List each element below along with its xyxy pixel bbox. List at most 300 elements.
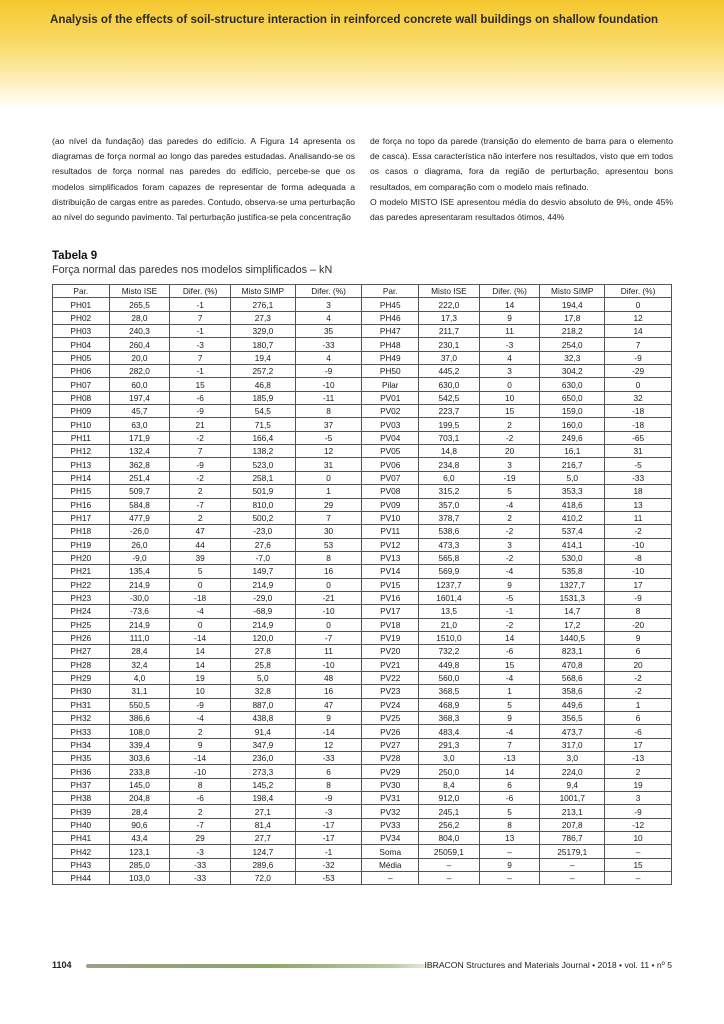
table-cell: PH14 (53, 471, 110, 484)
table-cell: 9 (605, 631, 672, 644)
table-cell: – (419, 872, 480, 885)
table-cell: 315,2 (419, 485, 480, 498)
table-cell: 236,0 (230, 752, 295, 765)
table-cell: 470,8 (540, 658, 605, 671)
table-cell: -2 (479, 551, 540, 564)
table-cell: 72,0 (230, 872, 295, 885)
table-cell: 199,5 (419, 418, 480, 431)
table-cell: -17 (295, 832, 362, 845)
table-row (53, 298, 672, 311)
column-header: Misto SIMP (230, 285, 295, 298)
table-cell: 103,0 (109, 872, 170, 885)
table-cell: 449,6 (540, 698, 605, 711)
table-cell: 240,3 (109, 325, 170, 338)
table-row (53, 778, 672, 791)
table-cell: 12 (295, 738, 362, 751)
table-cell: 6 (295, 765, 362, 778)
table-cell: -9 (295, 365, 362, 378)
table-cell: 15 (479, 658, 540, 671)
table-cell: 8 (605, 605, 672, 618)
table-cell: 15 (170, 378, 231, 391)
table-row (53, 765, 672, 778)
table-cell: PV17 (362, 605, 419, 618)
table-cell: 339,4 (109, 738, 170, 751)
table-cell: 10 (170, 685, 231, 698)
table-row (53, 391, 672, 404)
table-cell: 53 (295, 538, 362, 551)
table-cell: 786,7 (540, 832, 605, 845)
table-row (53, 872, 672, 885)
table-cell: 17 (605, 578, 672, 591)
table-cell: -2 (170, 431, 231, 444)
table-cell: 149,7 (230, 565, 295, 578)
table-cell: -11 (295, 391, 362, 404)
table-cell: 48 (295, 671, 362, 684)
table-cell: PH23 (53, 591, 110, 604)
table-cell: PV11 (362, 525, 419, 538)
table-cell: 145,0 (109, 778, 170, 791)
column-header: Difer. (%) (479, 285, 540, 298)
table-cell: – (479, 845, 540, 858)
table-cell: -14 (170, 631, 231, 644)
table-cell: 20 (605, 658, 672, 671)
table-cell: 10 (479, 391, 540, 404)
table-cell: PV09 (362, 498, 419, 511)
table-cell: 218,2 (540, 325, 605, 338)
table-row (53, 458, 672, 471)
table-cell: 630,0 (419, 378, 480, 391)
table-cell: -3 (479, 338, 540, 351)
table-cell: 4,0 (109, 671, 170, 684)
table-cell: -30,0 (109, 591, 170, 604)
table-cell: -3 (170, 845, 231, 858)
table-cell: PH29 (53, 671, 110, 684)
table-cell: 410,2 (540, 511, 605, 524)
table-cell: PV04 (362, 431, 419, 444)
table-cell: PH18 (53, 525, 110, 538)
table-caption: Força normal das paredes nos modelos simplificados – kN (52, 264, 333, 276)
table-header-row (53, 285, 672, 298)
table-cell: PV23 (362, 685, 419, 698)
table-cell: -19 (479, 471, 540, 484)
table-cell: -6 (170, 792, 231, 805)
table-cell: 14 (170, 658, 231, 671)
table-cell: – (605, 872, 672, 885)
table-cell: -7 (170, 818, 231, 831)
table-cell: PH04 (53, 338, 110, 351)
table-cell: -33 (170, 858, 231, 871)
table-cell: 4 (295, 351, 362, 364)
table-cell: 362,8 (109, 458, 170, 471)
table-cell: 1 (295, 485, 362, 498)
table-cell: 810,0 (230, 498, 295, 511)
table-cell: 27,7 (230, 832, 295, 845)
table-cell: PV31 (362, 792, 419, 805)
table-cell: -32 (295, 858, 362, 871)
table-cell: PV32 (362, 805, 419, 818)
table-cell: 11 (605, 511, 672, 524)
table-cell: 347,9 (230, 738, 295, 751)
table-cell: PH07 (53, 378, 110, 391)
table-cell: 159,0 (540, 405, 605, 418)
table-cell: PH40 (53, 818, 110, 831)
table-cell: 887,0 (230, 698, 295, 711)
table-cell: PV02 (362, 405, 419, 418)
table-cell: PV03 (362, 418, 419, 431)
table-cell: PV33 (362, 818, 419, 831)
table-cell: PH46 (362, 311, 419, 324)
table-cell: -9 (170, 458, 231, 471)
table-cell: -4 (479, 565, 540, 578)
data-table (52, 284, 672, 885)
table-cell: 9 (479, 311, 540, 324)
table-cell: PH10 (53, 418, 110, 431)
table-cell: 2 (479, 511, 540, 524)
table-cell: 214,9 (230, 618, 295, 631)
table-cell: 5,0 (230, 671, 295, 684)
table-cell: 138,2 (230, 445, 295, 458)
table-cell: 357,0 (419, 498, 480, 511)
table-row (53, 858, 672, 871)
table-cell: PV13 (362, 551, 419, 564)
table-cell: 285,0 (109, 858, 170, 871)
table-cell: – (362, 872, 419, 885)
table-cell: -23,0 (230, 525, 295, 538)
table-cell: 37 (295, 418, 362, 431)
table-cell: PH26 (53, 631, 110, 644)
table-cell: 46,8 (230, 378, 295, 391)
table-cell: 15 (479, 405, 540, 418)
journal-citation: IBRACON Structures and Materials Journal • 2018 • vol. 11 • nº 5 (424, 960, 672, 970)
table-cell: 509,7 (109, 485, 170, 498)
table-cell: -4 (479, 498, 540, 511)
table-cell: 81,4 (230, 818, 295, 831)
table-cell: 0 (295, 618, 362, 631)
table-cell: 9,4 (540, 778, 605, 791)
table-cell: PH15 (53, 485, 110, 498)
table-cell: -10 (605, 565, 672, 578)
table-cell: 273,3 (230, 765, 295, 778)
table-cell: 584,8 (109, 498, 170, 511)
table-cell: 234,8 (419, 458, 480, 471)
table-cell: 538,6 (419, 525, 480, 538)
table-cell: 6 (479, 778, 540, 791)
table-cell: 569,9 (419, 565, 480, 578)
table-cell: 537,4 (540, 525, 605, 538)
table-cell: PV29 (362, 765, 419, 778)
table-cell: 378,7 (419, 511, 480, 524)
table-cell: 32 (605, 391, 672, 404)
table-cell: -13 (479, 752, 540, 765)
table-cell: 500,2 (230, 511, 295, 524)
table-cell: 251,4 (109, 471, 170, 484)
table-cell: 17,2 (540, 618, 605, 631)
table-row (53, 311, 672, 324)
table-label: Tabela 9 (52, 250, 98, 262)
table-cell: 135,4 (109, 565, 170, 578)
table-cell: 550,5 (109, 698, 170, 711)
table-cell: -1 (170, 325, 231, 338)
table-cell: 1531,3 (540, 591, 605, 604)
table-cell: 317,0 (540, 738, 605, 751)
table-cell: 63,0 (109, 418, 170, 431)
table-cell: PH06 (53, 365, 110, 378)
table-cell: 8 (170, 778, 231, 791)
table-row (53, 591, 672, 604)
table-cell: -9 (170, 405, 231, 418)
table-cell: 204,8 (109, 792, 170, 805)
table-cell: -68,9 (230, 605, 295, 618)
table-cell: 3 (479, 365, 540, 378)
table-cell: 20 (479, 445, 540, 458)
table-cell: 477,9 (109, 511, 170, 524)
table-cell: 4 (479, 351, 540, 364)
table-cell: PH01 (53, 298, 110, 311)
table-cell: 1440,5 (540, 631, 605, 644)
table-cell: 8 (295, 551, 362, 564)
table-cell: 9 (479, 858, 540, 871)
table-cell: 289,6 (230, 858, 295, 871)
table-cell: 473,3 (419, 538, 480, 551)
table-cell: -7 (295, 631, 362, 644)
table-row (53, 418, 672, 431)
table-cell: 368,5 (419, 685, 480, 698)
table-cell: -1 (295, 845, 362, 858)
table-row (53, 431, 672, 444)
table-cell: 211,7 (419, 325, 480, 338)
table-cell: 44 (170, 538, 231, 551)
table-cell: PH20 (53, 551, 110, 564)
table-cell: PV24 (362, 698, 419, 711)
table-row (53, 485, 672, 498)
table-cell: 19,4 (230, 351, 295, 364)
table-cell: PH43 (53, 858, 110, 871)
table-cell: 91,4 (230, 725, 295, 738)
table-cell: PH17 (53, 511, 110, 524)
table-cell: 4 (295, 311, 362, 324)
table-cell: – (479, 872, 540, 885)
table-cell: -9 (170, 698, 231, 711)
table-cell: 194,4 (540, 298, 605, 311)
table-cell: 27,1 (230, 805, 295, 818)
table-row (53, 845, 672, 858)
table-cell: -9 (605, 805, 672, 818)
table-cell: 1 (479, 685, 540, 698)
table-cell: 5 (479, 698, 540, 711)
table-cell: 14 (170, 645, 231, 658)
table-cell: PV25 (362, 712, 419, 725)
table-cell: PV18 (362, 618, 419, 631)
table-cell: 823,1 (540, 645, 605, 658)
table-cell: 27,8 (230, 645, 295, 658)
table-cell: 8 (479, 818, 540, 831)
table-cell: 54,5 (230, 405, 295, 418)
table-row (53, 445, 672, 458)
table-cell: PH48 (362, 338, 419, 351)
table-cell: 6,0 (419, 471, 480, 484)
table-cell: -17 (295, 818, 362, 831)
table-cell: -29 (605, 365, 672, 378)
table-cell: -2 (479, 431, 540, 444)
table-cell: 7 (170, 351, 231, 364)
table-cell: 353,3 (540, 485, 605, 498)
footer-bar (86, 964, 446, 968)
table-row (53, 818, 672, 831)
running-title: Analysis of the effects of soil-structure interaction in reinforced concrete wall buildings on shallow foundation (50, 13, 659, 26)
table-cell: 5 (479, 805, 540, 818)
table-cell: 222,0 (419, 298, 480, 311)
table-cell: 523,0 (230, 458, 295, 471)
table-cell: 31 (295, 458, 362, 471)
table-cell: PV07 (362, 471, 419, 484)
table-cell: PH30 (53, 685, 110, 698)
table-cell: PV19 (362, 631, 419, 644)
table-cell: 19 (605, 778, 672, 791)
table-cell: PV16 (362, 591, 419, 604)
table-cell: PH47 (362, 325, 419, 338)
table-row (53, 805, 672, 818)
table-cell: 31,1 (109, 685, 170, 698)
table-cell: -9,0 (109, 551, 170, 564)
table-cell: 258,1 (230, 471, 295, 484)
table-cell: 17,8 (540, 311, 605, 324)
table-cell: 276,1 (230, 298, 295, 311)
table-cell: 10 (605, 832, 672, 845)
table-cell: PH35 (53, 752, 110, 765)
table-cell: 260,4 (109, 338, 170, 351)
table-cell: 249,6 (540, 431, 605, 444)
table-cell: 32,3 (540, 351, 605, 364)
table-cell: PH44 (53, 872, 110, 885)
table-cell: -1 (170, 298, 231, 311)
table-row (53, 631, 672, 644)
table-cell: 32,8 (230, 685, 295, 698)
table-cell: -1 (479, 605, 540, 618)
table-cell: 1510,0 (419, 631, 480, 644)
table-cell: PV34 (362, 832, 419, 845)
table-cell: PV15 (362, 578, 419, 591)
table-cell: 282,0 (109, 365, 170, 378)
table-cell: -6 (479, 645, 540, 658)
table-cell: 214,9 (109, 618, 170, 631)
table-cell: 14 (479, 631, 540, 644)
table-cell: PH41 (53, 832, 110, 845)
table-cell: PH31 (53, 698, 110, 711)
table-cell: 18 (605, 485, 672, 498)
table-cell: 386,6 (109, 712, 170, 725)
table-cell: 216,7 (540, 458, 605, 471)
table-cell: 145,2 (230, 778, 295, 791)
body-column-right (370, 134, 673, 225)
table-cell: -14 (170, 752, 231, 765)
table-cell: 568,6 (540, 671, 605, 684)
table-cell: PV12 (362, 538, 419, 551)
table-cell: 25059,1 (419, 845, 480, 858)
table-cell: 5 (170, 565, 231, 578)
table-cell: -4 (479, 671, 540, 684)
table-cell: 5,0 (540, 471, 605, 484)
table-cell: 3 (479, 458, 540, 471)
table-row (53, 685, 672, 698)
table-cell: PV05 (362, 445, 419, 458)
table-cell: PH39 (53, 805, 110, 818)
table-cell: 16 (295, 565, 362, 578)
table-cell: 414,1 (540, 538, 605, 551)
table-cell: 0 (170, 578, 231, 591)
table-cell: -6 (605, 725, 672, 738)
table-cell: 3,0 (419, 752, 480, 765)
table-cell: -53 (295, 872, 362, 885)
table-cell: 123,1 (109, 845, 170, 858)
table-cell: 8 (295, 778, 362, 791)
table-row (53, 471, 672, 484)
table-cell: 14 (479, 298, 540, 311)
table-cell: -33 (295, 338, 362, 351)
table-cell: 0 (479, 378, 540, 391)
table-cell: 8 (295, 405, 362, 418)
table-cell: PV06 (362, 458, 419, 471)
table-cell: -18 (605, 418, 672, 431)
table-row (53, 405, 672, 418)
table-cell: 14,8 (419, 445, 480, 458)
table-cell: 198,4 (230, 792, 295, 805)
table-cell: 214,9 (109, 578, 170, 591)
table-cell: 12 (295, 445, 362, 458)
table-cell: 254,0 (540, 338, 605, 351)
table-cell: 468,9 (419, 698, 480, 711)
table-row (53, 538, 672, 551)
table-cell: -33 (170, 872, 231, 885)
table-cell: PH45 (362, 298, 419, 311)
table-cell: -2 (479, 618, 540, 631)
table-cell: 31 (605, 445, 672, 458)
table-cell: PH37 (53, 778, 110, 791)
table-cell: 245,1 (419, 805, 480, 818)
table-cell: 35 (295, 325, 362, 338)
table-cell: -4 (479, 725, 540, 738)
table-row (53, 378, 672, 391)
table-cell: 7 (170, 445, 231, 458)
table-cell: 166,4 (230, 431, 295, 444)
table-cell: 27,6 (230, 538, 295, 551)
table-cell: PV26 (362, 725, 419, 738)
table-cell: 438,8 (230, 712, 295, 725)
column-header: Difer. (%) (170, 285, 231, 298)
table-cell: 197,4 (109, 391, 170, 404)
page-number: 1104 (52, 960, 72, 970)
table-cell: 171,9 (109, 431, 170, 444)
table-cell: 7 (605, 338, 672, 351)
table-cell: 21,0 (419, 618, 480, 631)
column-header: Difer. (%) (295, 285, 362, 298)
table-cell: -10 (605, 538, 672, 551)
table-cell: 47 (170, 525, 231, 538)
table-cell: 1327,7 (540, 578, 605, 591)
table-cell: 180,7 (230, 338, 295, 351)
table-row (53, 605, 672, 618)
table-cell: PH28 (53, 658, 110, 671)
table-row (53, 792, 672, 805)
table-cell: -10 (295, 658, 362, 671)
table-cell: -21 (295, 591, 362, 604)
table-cell: 25179,1 (540, 845, 605, 858)
table-cell: 1601,4 (419, 591, 480, 604)
column-header: Par. (53, 285, 110, 298)
table-cell: 9 (479, 578, 540, 591)
table-cell: 445,2 (419, 365, 480, 378)
table-cell: -10 (295, 605, 362, 618)
table-cell: PV27 (362, 738, 419, 751)
